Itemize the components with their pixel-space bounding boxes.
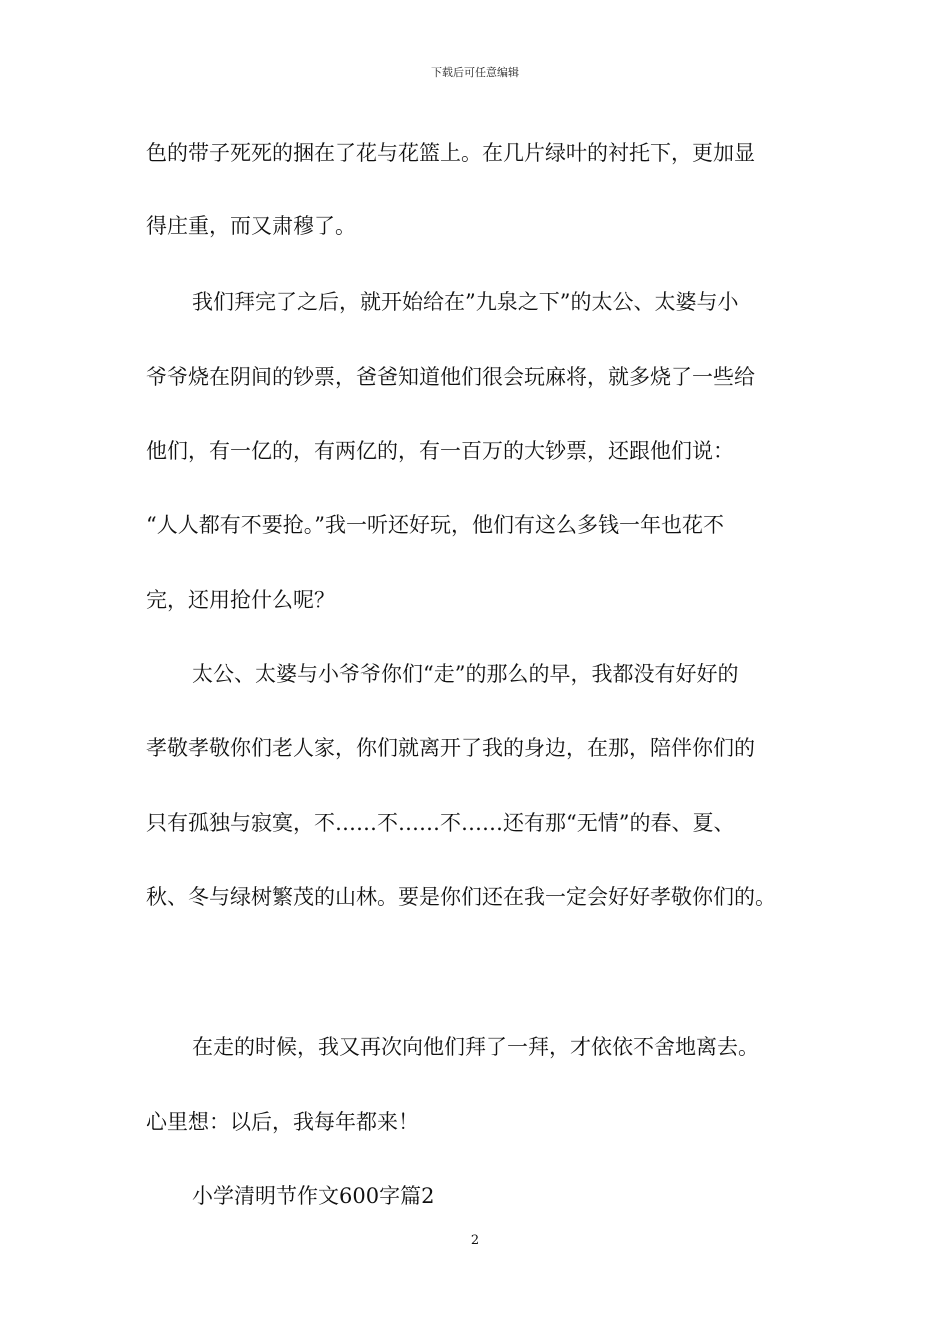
body-line: 太公、太婆与小爷爷你们“走”的那么的早，我都没有好好的 xyxy=(192,662,739,686)
body-line: 秋、冬与绿树繁茂的山林。要是你们还在我一定会好好孝敬你们的。 xyxy=(146,885,776,909)
page-header: 下载后可任意编辑 xyxy=(431,66,519,79)
body-line: 我们拜完了之后，就开始给在”九泉之下”的太公、太婆与小 xyxy=(192,290,739,314)
page-number: 2 xyxy=(470,1233,480,1248)
body-line: 色的带子死死的捆在了花与花篮上。在几片绿叶的衬托下，更加显 xyxy=(146,141,755,165)
body-line: 只有孤独与寂寞，不……不……不……还有那“无情”的春、夏、 xyxy=(146,811,735,835)
body-line: 完，还用抢什么呢？ xyxy=(146,588,335,612)
body-line: 在走的时候，我又再次向他们拜了一拜，才依依不舍地离去。 xyxy=(192,1035,759,1059)
body-line: 孝敬孝敬你们老人家，你们就离开了我的身边，在那，陪伴你们的 xyxy=(146,736,755,760)
body-line: 得庄重，而又肃穆了。 xyxy=(146,214,356,238)
body-line: “人人都有不要抢。”我一听还好玩，他们有这么多钱一年也花不 xyxy=(146,513,724,537)
body-line: 爷爷烧在阴间的钞票，爸爸知道他们很会玩麻将，就多烧了一些给 xyxy=(146,365,755,389)
body-line: 他们，有一亿的，有两亿的，有一百万的大钞票，还跟他们说： xyxy=(146,439,734,463)
body-line: 心里想：以后，我每年都来！ xyxy=(146,1110,419,1134)
section-heading: 小学清明节作文600字篇2 xyxy=(192,1184,435,1208)
